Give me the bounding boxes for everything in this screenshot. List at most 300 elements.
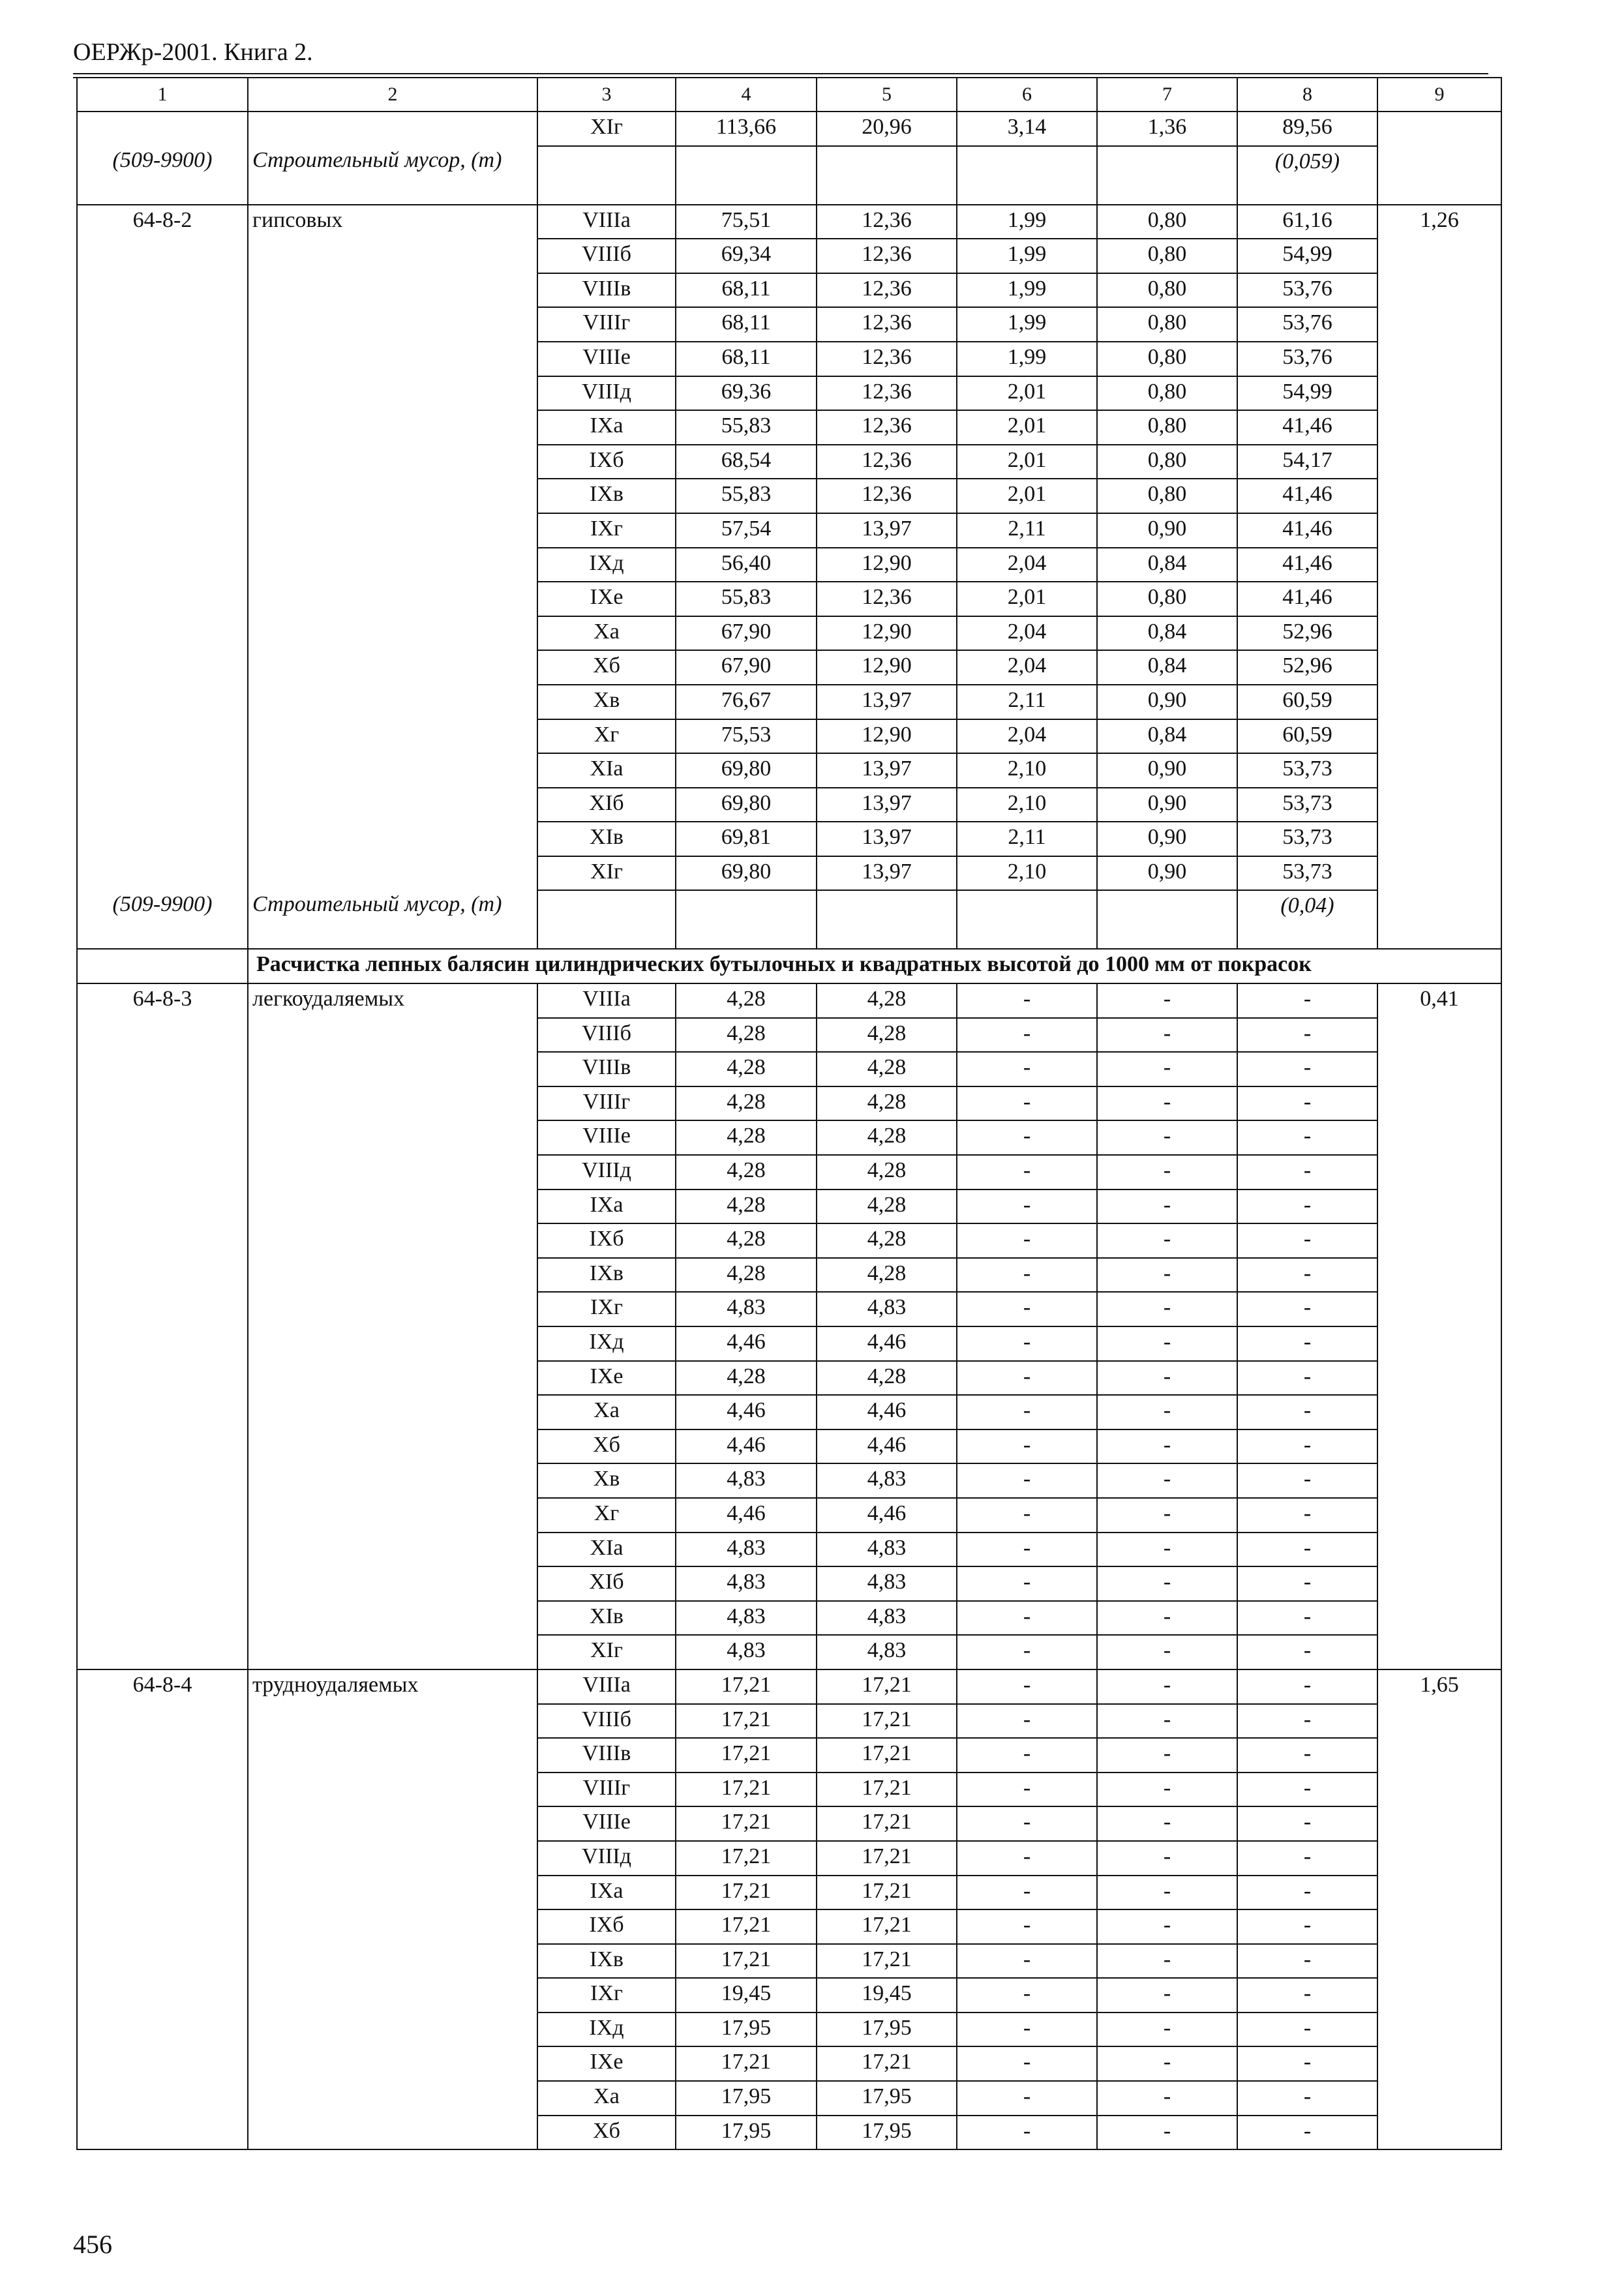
work-name-cell [248, 650, 537, 685]
rate-code-cell [77, 1909, 248, 1944]
direct-cost-cell: 69,80 [676, 753, 817, 788]
labor-cost-cell [1377, 1361, 1501, 1396]
machinist-wages-cell: 0,90 [1097, 822, 1237, 856]
table-cell [1377, 146, 1501, 205]
labor-cost-cell [1377, 410, 1501, 445]
table-row [77, 445, 1501, 479]
rate-code-cell [77, 2116, 248, 2150]
machinist-wages-cell: - [1097, 1738, 1237, 1773]
wages-cell: 12,36 [817, 445, 957, 479]
table-cell [537, 890, 676, 949]
zone-cell: IXг [537, 1292, 676, 1326]
machine-cost-cell: 1,99 [957, 307, 1097, 342]
machinist-wages-cell: 0,90 [1097, 513, 1237, 548]
rate-code-cell [77, 1498, 248, 1533]
labor-cost-cell [1377, 1395, 1501, 1429]
rate-code-cell [77, 788, 248, 822]
wages-cell: 4,28 [817, 1223, 957, 1258]
machine-cost-cell: - [957, 1498, 1097, 1533]
machine-cost-cell: - [957, 2046, 1097, 2081]
machine-cost-cell: - [957, 2081, 1097, 2116]
machinist-wages-cell: - [1097, 1773, 1237, 1807]
machinist-wages-cell: 0,80 [1097, 239, 1237, 273]
machinist-wages-cell: - [1097, 1326, 1237, 1361]
table-row [77, 376, 1501, 411]
labor-cost-cell [1377, 307, 1501, 342]
machine-cost-cell: 2,10 [957, 788, 1097, 822]
work-name-cell [248, 1429, 537, 1464]
wages-cell: 12,90 [817, 616, 957, 651]
zone-cell: IXе [537, 2046, 676, 2081]
table-row [77, 307, 1501, 342]
labor-cost-cell [1377, 342, 1501, 376]
zone-cell: IXг [537, 513, 676, 548]
machine-cost-cell: - [957, 1292, 1097, 1326]
table-row [77, 1944, 1501, 1979]
labor-cost-cell [1377, 719, 1501, 754]
labor-cost-cell [1377, 479, 1501, 513]
machinist-wages-cell: 0,90 [1097, 856, 1237, 891]
machinist-wages-cell: 0,80 [1097, 376, 1237, 411]
rate-code-cell [77, 685, 248, 719]
zone-cell: IXд [537, 2012, 676, 2047]
machinist-wages-cell: 0,80 [1097, 445, 1237, 479]
labor-cost-cell [1377, 1806, 1501, 1841]
machine-cost-cell: - [957, 1704, 1097, 1739]
materials-cell: 54,17 [1237, 445, 1377, 479]
materials-cell: - [1237, 1052, 1377, 1086]
table-row [77, 1498, 1501, 1533]
table-row [77, 1258, 1501, 1293]
direct-cost-cell: 17,95 [676, 2116, 817, 2150]
rate-code: 64-8-3 [77, 983, 248, 1018]
table-row [77, 1326, 1501, 1361]
work-name-cell [248, 1635, 537, 1669]
labor-cost-cell [1377, 1566, 1501, 1601]
table-row [77, 1120, 1501, 1155]
work-name-cell [248, 1120, 537, 1155]
wages-cell: 12,90 [817, 548, 957, 582]
machinist-wages-cell: - [1097, 1292, 1237, 1326]
labor-cost-cell [1377, 1463, 1501, 1498]
column-number: 9 [1377, 78, 1501, 112]
direct-cost-cell: 17,21 [676, 2046, 817, 2081]
direct-cost-cell: 67,90 [676, 616, 817, 651]
table-row [77, 1773, 1501, 1807]
direct-cost-cell: 4,46 [676, 1498, 817, 1533]
machinist-wages-cell: - [1097, 1601, 1237, 1636]
header-rule [73, 73, 1488, 74]
direct-cost-cell: 55,83 [676, 410, 817, 445]
direct-cost-cell: 76,67 [676, 685, 817, 719]
materials-cell: - [1237, 1635, 1377, 1669]
machine-cost-cell: - [957, 983, 1097, 1018]
wages-cell: 4,28 [817, 1258, 957, 1293]
materials-cell: - [1237, 1018, 1377, 1053]
work-name-cell [248, 479, 537, 513]
wages-cell: 17,21 [817, 1944, 957, 1979]
machinist-wages-cell: - [1097, 1258, 1237, 1293]
table-row [77, 1533, 1501, 1567]
work-name-cell [248, 1223, 537, 1258]
table-cell [676, 890, 817, 949]
table-row [77, 2116, 1501, 2150]
machinist-wages-cell: - [1097, 1155, 1237, 1189]
section-heading: Расчистка лепных балясин цилиндрических бутылочных и квадратных высотой до 1000 мм от покрасок [248, 949, 1501, 983]
table-cell [817, 890, 957, 949]
zone-cell: VIIIд [537, 376, 676, 411]
machine-cost-cell: 1,99 [957, 342, 1097, 376]
wages-cell: 4,46 [817, 1326, 957, 1361]
wages-cell: 17,21 [817, 1773, 957, 1807]
machine-cost-cell: - [957, 1052, 1097, 1086]
labor-cost-cell [1377, 1155, 1501, 1189]
machinist-wages-cell: - [1097, 1018, 1237, 1053]
direct-cost-cell: 56,40 [676, 548, 817, 582]
materials-cell: - [1237, 1189, 1377, 1224]
page-number: 456 [73, 2230, 112, 2259]
materials-cell: 61,16 [1237, 205, 1377, 239]
wages-cell: 4,28 [817, 983, 957, 1018]
wages-cell: 13,97 [817, 685, 957, 719]
work-name-cell [248, 1738, 537, 1773]
rate-code-cell [77, 1292, 248, 1326]
zone-cell: Xа [537, 616, 676, 651]
debris-row [77, 890, 1501, 949]
machinist-wages-cell: - [1097, 1944, 1237, 1979]
materials-cell: - [1237, 1533, 1377, 1567]
materials-cell: - [1237, 1944, 1377, 1979]
work-name-cell [248, 2046, 537, 2081]
direct-cost-cell: 17,21 [676, 1944, 817, 1979]
machinist-wages-cell: - [1097, 1909, 1237, 1944]
materials-cell: - [1237, 1806, 1377, 1841]
labor-cost-cell [1377, 1223, 1501, 1258]
materials-cell: - [1237, 983, 1377, 1018]
rate-code-cell [77, 307, 248, 342]
rate-code-cell [77, 1566, 248, 1601]
wages-cell: 4,46 [817, 1498, 957, 1533]
materials-cell: 53,76 [1237, 342, 1377, 376]
work-name-cell [248, 2012, 537, 2047]
zone-cell: XIб [537, 1566, 676, 1601]
labor-cost-cell [1377, 376, 1501, 411]
work-name-cell [248, 1361, 537, 1396]
labor-cost-cell [1377, 1876, 1501, 1910]
zone-cell: IXа [537, 1189, 676, 1224]
machine-cost-cell: - [957, 1361, 1097, 1396]
zone-cell: Xв [537, 685, 676, 719]
wages-cell: 4,28 [817, 1018, 957, 1053]
direct-cost-cell: 4,28 [676, 1361, 817, 1396]
machinist-wages-cell: 0,80 [1097, 307, 1237, 342]
labor-cost-cell [1377, 239, 1501, 273]
direct-cost-cell: 68,11 [676, 307, 817, 342]
labor-cost-cell [1377, 2116, 1501, 2150]
direct-cost-cell: 17,21 [676, 1704, 817, 1739]
wages-cell: 4,28 [817, 1120, 957, 1155]
wages-cell: 13,97 [817, 513, 957, 548]
zone-cell: Xа [537, 2081, 676, 2116]
work-name-cell [248, 1978, 537, 2012]
wages-cell: 17,21 [817, 1876, 957, 1910]
work-name-cell [248, 548, 537, 582]
work-name-cell [248, 788, 537, 822]
work-name-cell [248, 376, 537, 411]
materials-cell: 53,76 [1237, 307, 1377, 342]
rate-code-cell [77, 1018, 248, 1053]
table-row [77, 1429, 1501, 1464]
column-number: 7 [1097, 78, 1237, 112]
zone-cell: IXв [537, 1944, 676, 1979]
rate-code-cell [77, 1155, 248, 1189]
work-name-cell [248, 1292, 537, 1326]
machinist-wages-cell: - [1097, 1223, 1237, 1258]
wages-cell: 13,97 [817, 822, 957, 856]
rate-code-cell [77, 1601, 248, 1636]
direct-cost-cell: 4,83 [676, 1533, 817, 1567]
direct-cost-cell: 68,11 [676, 342, 817, 376]
direct-cost-cell: 4,46 [676, 1395, 817, 1429]
wages-cell: 12,90 [817, 719, 957, 754]
labor-cost-cell [1377, 1120, 1501, 1155]
work-name-cell [248, 719, 537, 754]
wages-cell: 17,95 [817, 2116, 957, 2150]
machine-cost-cell: - [957, 1463, 1097, 1498]
rate-code-cell [77, 1258, 248, 1293]
table-cell [957, 890, 1097, 949]
machine-cost-cell: 2,04 [957, 548, 1097, 582]
direct-cost-cell: 4,83 [676, 1566, 817, 1601]
direct-cost-cell: 17,21 [676, 1738, 817, 1773]
materials-cell: 41,46 [1237, 513, 1377, 548]
rate-code-cell [77, 1326, 248, 1361]
wages-cell: 17,21 [817, 1704, 957, 1739]
labor-cost-cell [1377, 1498, 1501, 1533]
machine-cost-cell: - [957, 1876, 1097, 1910]
rates-table-body [77, 78, 1501, 2149]
table-cell [1097, 890, 1237, 949]
zone-cell: VIIIв [537, 273, 676, 308]
direct-cost-cell: 67,90 [676, 650, 817, 685]
work-name-cell [248, 1155, 537, 1189]
labor-cost: 0,41 [1377, 983, 1501, 1018]
zone-cell: IXе [537, 1361, 676, 1396]
machinist-wages-cell: - [1097, 1669, 1237, 1704]
labor-cost-cell [1377, 1978, 1501, 2012]
rate-code-cell [77, 513, 248, 548]
table-row [77, 112, 1501, 146]
rate-code-cell [77, 239, 248, 273]
labor-cost-cell [1377, 513, 1501, 548]
work-name-cell [248, 1944, 537, 1979]
machine-cost-cell: - [957, 1223, 1097, 1258]
work-name-cell [248, 1395, 537, 1429]
wages-cell: 13,97 [817, 753, 957, 788]
rate-code: 64-8-2 [77, 205, 248, 239]
zone-cell: VIIIа [537, 983, 676, 1018]
machinist-wages-cell: - [1097, 2116, 1237, 2150]
rate-code-cell [77, 273, 248, 308]
labor-cost-cell [1377, 548, 1501, 582]
machinist-wages-cell: 0,80 [1097, 205, 1237, 239]
work-name-cell [248, 239, 537, 273]
direct-cost-cell: 69,80 [676, 856, 817, 891]
work-name-cell [248, 307, 537, 342]
work-name-cell [248, 1841, 537, 1876]
machinist-wages-cell: - [1097, 1429, 1237, 1464]
machinist-wages-cell: - [1097, 1395, 1237, 1429]
machine-cost-cell: 3,14 [957, 112, 1097, 146]
direct-cost-cell: 4,46 [676, 1429, 817, 1464]
wages-cell: 4,83 [817, 1533, 957, 1567]
labor-cost-cell [1377, 2081, 1501, 2116]
table-row [77, 1292, 1501, 1326]
machinist-wages-cell: 0,90 [1097, 685, 1237, 719]
rate-code-cell [77, 2081, 248, 2116]
machine-cost-cell: - [957, 2012, 1097, 2047]
direct-cost-cell: 69,34 [676, 239, 817, 273]
labor-cost-cell [1377, 1773, 1501, 1807]
machinist-wages-cell: 0,84 [1097, 719, 1237, 754]
wages-cell: 4,28 [817, 1155, 957, 1189]
machinist-wages-cell: - [1097, 2012, 1237, 2047]
zone-cell: Xа [537, 1395, 676, 1429]
table-row [77, 1806, 1501, 1841]
table-row [77, 1978, 1501, 2012]
table-row [77, 753, 1501, 788]
direct-cost-cell: 17,21 [676, 1669, 817, 1704]
zone-cell: VIIIб [537, 1018, 676, 1053]
materials-cell: 41,46 [1237, 479, 1377, 513]
machine-cost-cell: - [957, 1773, 1097, 1807]
zone-cell: Xб [537, 650, 676, 685]
machinist-wages-cell: 0,90 [1097, 753, 1237, 788]
direct-cost-cell: 68,11 [676, 273, 817, 308]
zone-cell: VIIIе [537, 1120, 676, 1155]
wages-cell: 4,83 [817, 1635, 957, 1669]
materials-cell: 52,96 [1237, 650, 1377, 685]
machinist-wages-cell: 0,84 [1097, 616, 1237, 651]
rate-code-cell [77, 650, 248, 685]
zone-cell: VIIIе [537, 342, 676, 376]
zone-cell: Xб [537, 1429, 676, 1464]
materials-cell: - [1237, 1463, 1377, 1498]
direct-cost-cell: 4,28 [676, 1258, 817, 1293]
debris-label: Строительный мусор, (т) [248, 890, 537, 949]
zone-cell: Xг [537, 719, 676, 754]
zone-cell: VIIIб [537, 239, 676, 273]
labor-cost-cell [1377, 445, 1501, 479]
machine-cost-cell: 2,01 [957, 445, 1097, 479]
machine-cost-cell: - [957, 1258, 1097, 1293]
materials-cell: - [1237, 1498, 1377, 1533]
machinist-wages-cell: 0,90 [1097, 788, 1237, 822]
table-cell [77, 949, 248, 983]
table-row [77, 1155, 1501, 1189]
column-number: 1 [77, 78, 248, 112]
zone-cell: VIIIг [537, 1086, 676, 1121]
table-row [77, 273, 1501, 308]
machinist-wages-cell: - [1097, 1189, 1237, 1224]
wages-cell: 4,28 [817, 1052, 957, 1086]
materials-cell: 53,73 [1237, 753, 1377, 788]
rate-code-cell [77, 1189, 248, 1224]
machinist-wages-cell: - [1097, 1463, 1237, 1498]
work-name-cell [248, 513, 537, 548]
table-row [77, 856, 1501, 891]
materials-cell: - [1237, 1395, 1377, 1429]
rate-code-cell [77, 1978, 248, 2012]
machinist-wages-cell: 0,80 [1097, 273, 1237, 308]
rate-code-cell [77, 719, 248, 754]
work-name-cell [248, 1773, 537, 1807]
wages-cell: 17,21 [817, 2046, 957, 2081]
machinist-wages-cell: - [1097, 1635, 1237, 1669]
table-row [77, 1704, 1501, 1739]
machine-cost-cell: 2,10 [957, 753, 1097, 788]
rate-code-cell [77, 1120, 248, 1155]
direct-cost-cell: 4,28 [676, 1052, 817, 1086]
direct-cost-cell: 4,83 [676, 1463, 817, 1498]
column-number: 6 [957, 78, 1097, 112]
labor-cost-cell [1377, 1533, 1501, 1567]
direct-cost-cell: 4,83 [676, 1601, 817, 1636]
materials-cell: - [1237, 1738, 1377, 1773]
materials-cell: 53,73 [1237, 856, 1377, 891]
table-cell [957, 146, 1097, 205]
machine-cost-cell: 2,10 [957, 856, 1097, 891]
machine-cost-cell: 2,01 [957, 410, 1097, 445]
table-row [77, 788, 1501, 822]
rate-code-cell [77, 1395, 248, 1429]
labor-cost-cell [1377, 650, 1501, 685]
direct-cost-cell: 68,54 [676, 445, 817, 479]
zone-cell: IXб [537, 445, 676, 479]
table-row [77, 582, 1501, 616]
zone-cell: XIв [537, 822, 676, 856]
wages-cell: 12,36 [817, 273, 957, 308]
materials-cell: - [1237, 2116, 1377, 2150]
rate-code-cell [77, 376, 248, 411]
machine-cost-cell: - [957, 1635, 1097, 1669]
rate-code-cell [77, 822, 248, 856]
machine-cost-cell: - [957, 1326, 1097, 1361]
work-name-cell [248, 616, 537, 651]
machine-cost-cell: 2,01 [957, 376, 1097, 411]
work-name-cell [248, 582, 537, 616]
machine-cost-cell: - [957, 1738, 1097, 1773]
machine-cost-cell: - [957, 1978, 1097, 2012]
direct-cost-cell: 4,28 [676, 1223, 817, 1258]
wages-cell: 17,21 [817, 1806, 957, 1841]
zone-cell: XIг [537, 1635, 676, 1669]
direct-cost-cell: 4,28 [676, 1189, 817, 1224]
materials-cell: - [1237, 1086, 1377, 1121]
rate-code-cell [77, 1429, 248, 1464]
page-header-title: ОЕРЖр-2001. Книга 2. [73, 38, 313, 66]
wages-cell: 12,36 [817, 410, 957, 445]
rate-code-cell [77, 1463, 248, 1498]
materials-cell: - [1237, 1841, 1377, 1876]
zone-cell: VIIIд [537, 1841, 676, 1876]
materials-cell: 53,73 [1237, 788, 1377, 822]
wages-cell: 19,45 [817, 1978, 957, 2012]
machinist-wages-cell: - [1097, 1978, 1237, 2012]
direct-cost-cell: 17,21 [676, 1841, 817, 1876]
machinist-wages-cell: - [1097, 1533, 1237, 1567]
wages-cell: 17,21 [817, 1909, 957, 1944]
